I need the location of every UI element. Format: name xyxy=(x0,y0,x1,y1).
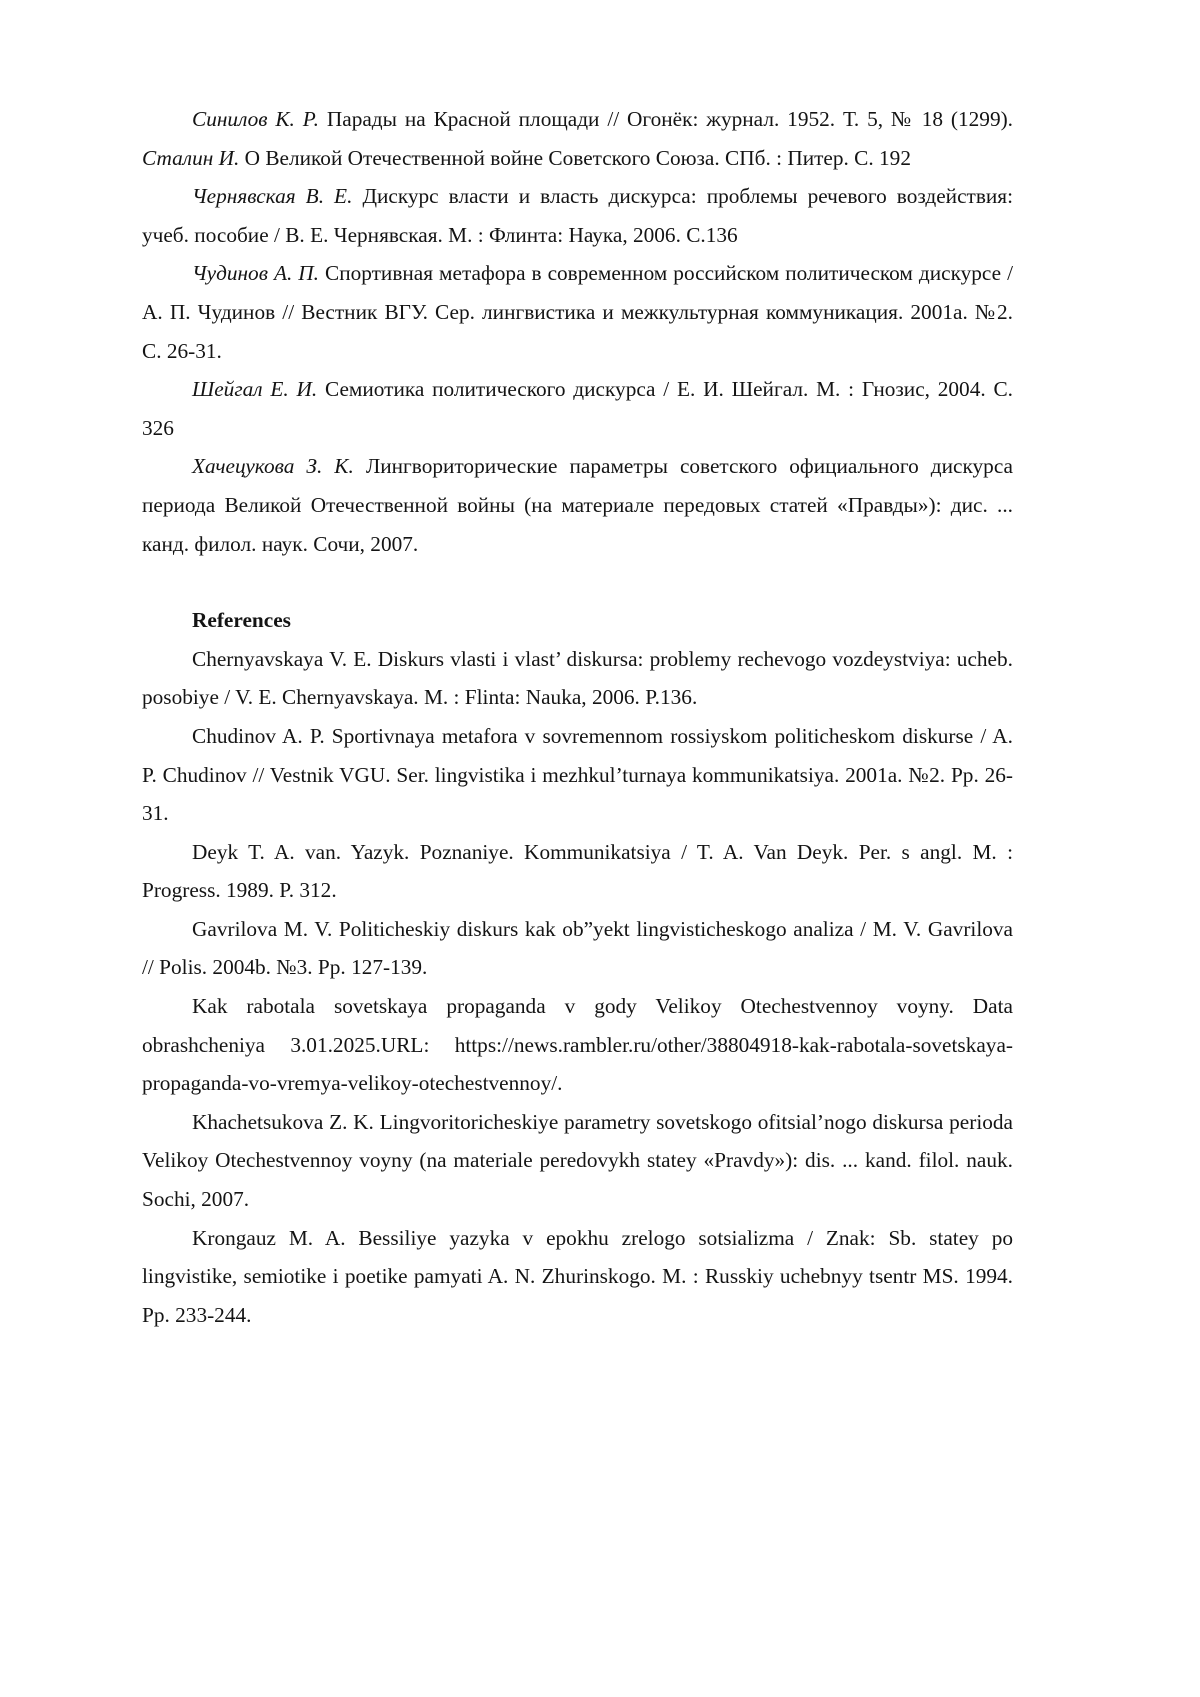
bibliography-entry xyxy=(142,254,1013,370)
reference-entry: Deyk T. A. van. Yazyk. Poznaniye. Kommunikatsiya / T. A. Van Deyk. Per. s angl. M. : Progress. 1989. P. 312. xyxy=(142,839,1013,903)
reference-entry: Chudinov A. P. Sportivnaya metafora v sovremennom rossiyskom politicheskom diskurse / A. P. Chudinov // Vestnik VGU. Ser. lingvistika i mezhkul’turnaya kommunikatsiya. 2001a. №2. Pp. 26-31. xyxy=(142,723,1013,826)
bibliography-entry xyxy=(142,370,1013,447)
entry-text: О Великой Отечественной войне Советского Союза. СПб. : Питер. С. 192 xyxy=(239,145,911,170)
entry-author: Хачецукова З. К. xyxy=(192,454,354,479)
reference-entry: Krongauz M. A. Bessiliye yazyka v epokhu zrelogo sotsializma / Znak: Sb. statey po lingvistike, semiotike i poetike pamyati A. N. Zhurinskogo. M. : Russkiy uchebnyy tsentr MS. 1994. Pp. 233-244. xyxy=(142,1225,1013,1327)
entry-text: Спортивная метафора в современном российском политическом дискурсе / А. П. Чудинов // Вестник ВГУ. Сер. лингвистика и межкультурная коммуникация. 2001a. №2. С. 26-31. xyxy=(142,261,1013,363)
reference-entry: Gavrilova M. V. Politicheskiy diskurs kak ob”yekt lingvisticheskogo analiza / M. V. Gavrilova // Polis. 2004b. №3. Pp. 127-139. xyxy=(142,916,1013,980)
entry-text: Дискурс власти и власть дискурса: проблемы речевого воздействия: учеб. пособие / В. Е. Чернявская. М. : Флинта: Наука, 2006. С.136 xyxy=(142,184,1014,247)
references-heading: References xyxy=(192,608,291,633)
section-spacer xyxy=(142,563,1013,601)
reference-entry: Kak rabotala sovetskaya propaganda v gody Velikoy Otechestvennoy voyny. Data obrashcheniya 3.01.2025.URL: https://news.rambler.ru/other/38804918-kak-rabotala-sovetskaya-propaganda-vo-vremya-velikoy-otechestvennoy/. xyxy=(142,994,1013,1096)
entry-author: Чернявская В. Е. xyxy=(192,184,353,209)
entry-author: Шейгал Е. И. xyxy=(192,377,318,402)
entry-text: Лингвориторические параметры советского официального дискурса периода Великой Отечественной войны (на материале передовых статей «Правды»): дис. ... канд. филол. наук. Сочи, 2007. xyxy=(142,454,1014,556)
entry-text: Парады на Красной площади // Огонёк: журнал. 1952. Т. 5, № 18 (1299). xyxy=(318,107,1014,131)
document-page xyxy=(142,100,1013,1334)
entry-author: Сталин И. xyxy=(142,145,240,170)
bibliography-entry xyxy=(142,100,1013,177)
reference-entry: Chernyavskaya V. E. Diskurs vlasti i vlast’ diskursa: problemy rechevogo vozdeystviya: ucheb. posobiye / V. E. Chernyavskaya. M. : Flinta: Nauka, 2006. P.136. xyxy=(142,646,1013,710)
bibliography-entry xyxy=(142,177,1013,254)
bibliography-entry xyxy=(142,447,1013,563)
entry-author: Синилов К. Р. xyxy=(192,107,319,131)
reference-entry: Khachetsukova Z. K. Lingvoritoricheskiye parametry sovetskogo ofitsial’nogo diskursa perioda Velikoy Otechestvennoy voyny (na materiale peredovykh statey «Pravdy»): dis. ... kand. filol. nauk. Sochi, 2007. xyxy=(142,1109,1013,1212)
entry-text: Семиотика политического дискурса / Е. И. Шейгал. М. : Гнозис, 2004. С. 326 xyxy=(142,377,1014,440)
entry-author: Чудинов А. П. xyxy=(192,261,319,286)
